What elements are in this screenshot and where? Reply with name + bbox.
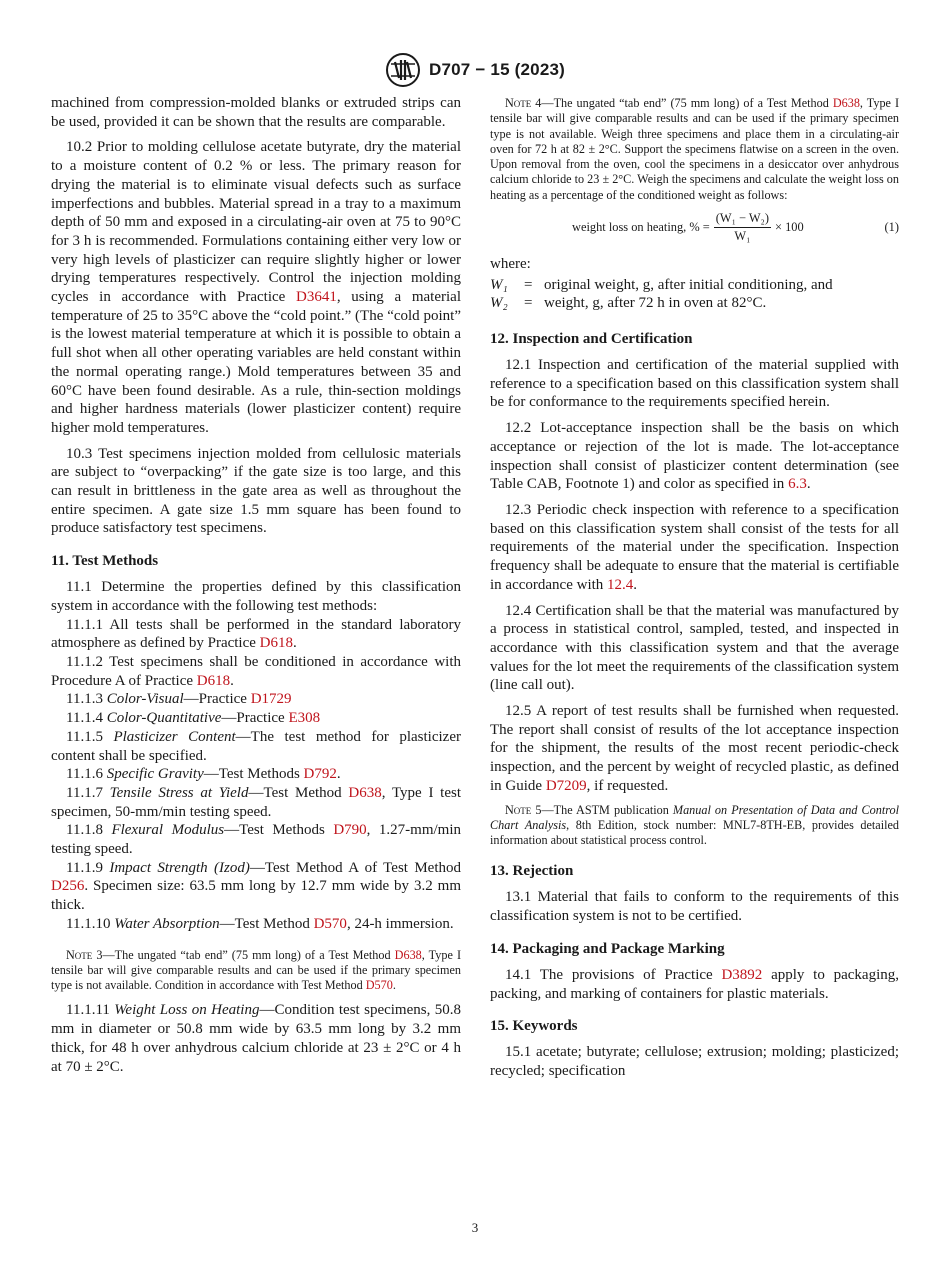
right-column: [490, 96, 899, 1088]
note-3: Note 3—The ungated “tab end” (75 mm long) of a Test Method D638, Type I tensile bar will give comparable results and can be used if the primary specimen type is not available. Condition in accordance with Test Method D570.: [51, 947, 461, 993]
paragraph-11-1-5: 11.1.5 Plasticizer Content—The test method for plasticizer content shall be specified.: [51, 728, 461, 764]
equation-number: (1): [884, 220, 899, 235]
paragraph-12-2: 12.2 Lot-acceptance inspection shall be the basis on which acceptance or rejection of the lot is made. The lot-acceptance inspection shall consist of plasticizer content determination (see Table CAB, Footnote 1) and color as specified in 6.3.: [490, 420, 899, 493]
left-column: [51, 94, 461, 1076]
section-14-heading: 14. Packaging and Package Marking: [490, 940, 725, 957]
paragraph-11-1-3: 11.1.3 Color-Visual—Practice D1729: [66, 691, 292, 708]
page-header: [0, 52, 950, 88]
paragraph-11-1-11: 11.1.11 Weight Loss on Heating—Condition test specimens, 50.8 mm in diameter or 50.8 mm wide by 63.5 mm long by 3.2 mm thick, for 48 h over anhydrous calcium chloride at 23 ± 2°C or 4 h at 70 ± 2°C.: [51, 1002, 462, 1075]
equals-sign: =: [524, 295, 533, 312]
variable-definition: original weight, g, after initial conditioning, and: [544, 277, 833, 294]
paragraph-11-1-1: 11.1.1 All tests shall be performed in the standard laboratory atmosphere as defined by Practice D618.: [51, 616, 461, 652]
paragraph-11-1-2: 11.1.2 Test specimens shall be conditioned in accordance with Procedure A of Practice D618.: [51, 653, 461, 689]
formula-multiplier: × 100: [775, 220, 804, 235]
link-section-12-4[interactable]: 12.4: [607, 576, 634, 593]
document-designation: D707 − 15 (2023): [429, 60, 565, 79]
paragraph-10-2: 10.2 Prior to molding cellulose acetate butyrate, dry the material to a moisture content of 0.2 % or less. The primary reason for drying the material is to eliminate visual defects such as surface imperfections and bubbles. Material spread in a tray to a maximum depth of 50 mm and exposed in a circulating-air oven at 75 to 90°C for 3 h is recommended. Formulations containing either very low or very high levels of plasticizer can require slightly higher or lower drying temperatures respectively. Control the injection molding cycles in accordance with Practice D3641, using a material temperature of 25 to 35°C above the “cold point.” (The “cold point” is the lowest material temperature at which it is possible to obtain a full shot when all other operating variables are held constant within the normal operating range.) Mold temperatures between 35 and 60°C have been found desirable. As a rule, thin-section moldings and higher hardness materials (lower plasticizer content) require higher mold temperatures.: [51, 139, 461, 436]
equals-sign: =: [524, 277, 533, 294]
paragraph-12-4: 12.4 Certification shall be that the material was manufactured by a process in statistical control, sampled, tested, and inspected in accordance with this classification system and that the average values for the lot meet the requirements of the classification system (line call out).: [490, 602, 899, 694]
paragraph-13-1: 13.1 Material that fails to conform to the requirements of this classification system is not to be certified.: [490, 889, 899, 925]
link-section-6-3[interactable]: 6.3: [788, 476, 807, 493]
formula-label: weight loss on heating, % =: [572, 220, 710, 235]
variable-symbol: W₁: [490, 277, 508, 294]
paragraph-10-3: 10.3 Test specimens injection molded from cellulosic materials are subject to “overpacking” if the gate size is too large, and this can result in brittleness in the gate area as well as throughout the entire specimen. A gate size 1.5 mm square has been found to produce satisfactory test specimens.: [51, 445, 461, 537]
link-d638[interactable]: D638: [832, 96, 860, 110]
paragraph-11-1-6: 11.1.6 Specific Gravity—Test Methods D792.: [66, 766, 341, 783]
paragraph-12-1: 12.1 Inspection and certification of the material supplied with reference to a specification based on this classification system shall be for conformance to the requirements specified herein.: [490, 357, 899, 411]
astm-logo-icon: [385, 52, 421, 88]
paragraph-11-1-4: 11.1.4 Color-Quantitative—Practice E308: [66, 710, 321, 727]
link-d570[interactable]: D570: [365, 978, 393, 993]
section-15-heading: 15. Keywords: [490, 1018, 578, 1035]
link-d7209[interactable]: D7209: [545, 777, 587, 794]
paragraph-12-5: 12.5 A report of test results shall be furnished when requested. The report shall consist of results of the lot acceptance inspection for the shipment, the results of the most recent periodic-check inspection, and the percent by weight of recycled plastic, as defined in Guide D7209, if requested.: [490, 703, 899, 794]
paragraph-11-1-10: 11.1.10 Water Absorption—Test Method D570, 24-h immersion.: [66, 915, 454, 932]
link-d618[interactable]: D618: [196, 672, 231, 689]
page-number: 3: [471, 1220, 479, 1235]
variable-symbol: W₂: [490, 295, 508, 312]
paragraph-11-1-7: 11.1.7 Tensile Stress at Yield—Test Method D638, Type I test specimen, 50-mm/min testing speed.: [51, 784, 461, 820]
section-11-heading: 11. Test Methods: [51, 553, 159, 570]
link-d570[interactable]: D570: [313, 915, 347, 932]
paragraph-continued: machined from compression-molded blanks or extruded strips can be used, provided it can be shown that the results are comparable.: [51, 95, 461, 130]
formula-numerator: (W₁ − W₂): [714, 211, 771, 228]
link-d792[interactable]: D792: [303, 766, 337, 783]
paragraph-11-1-9: 11.1.9 Impact Strength (Izod)—Test Method A of Test Method D256. Specimen size: 63.5 mm long by 12.7 mm wide by 3.2 mm thick.: [51, 859, 461, 914]
formula-denominator: W₁: [734, 229, 751, 244]
note-5: Note 5—The ASTM publication Manual on Presentation of Data and Control Chart Analysis, 8th Edition, stock number: MNL7-8TH-EB, provides detailed information about statistical process control.: [490, 802, 900, 848]
section-13-heading: 13. Rejection: [490, 863, 574, 880]
equation-1: [490, 211, 899, 244]
link-d1729[interactable]: D1729: [250, 691, 292, 708]
link-d638[interactable]: D638: [394, 947, 422, 962]
paragraph-11-1: 11.1 Determine the properties defined by this classification system in accordance with the following test methods:: [51, 579, 461, 614]
where-label: where:: [490, 256, 531, 273]
formula-fraction: [714, 211, 771, 244]
paragraph-15-1: 15.1 acetate; butyrate; cellulose; extrusion; molding; plasticized; recycled; specification: [490, 1044, 899, 1079]
note-4: Note 4—The ungated “tab end” (75 mm long) of a Test Method D638, Type I tensile bar will give comparable results and can be used if the primary specimen type is not available. Weigh three specimens and place them in a circulating-air oven for 72 h at 82 ± 2°C. Support the specimens flatwise on a screen in the oven. Upon removal from the oven, cool the specimens in a desiccator over anhydrous calcium chloride to 23 ± 2°C. Weigh the specimens and calculate the weight loss on heating as a percentage of the conditioned weight as follows:: [490, 96, 900, 202]
paragraph-14-1: 14.1 The provisions of Practice D3892 apply to packaging, packing, and marking of containers for plastic materials.: [490, 966, 899, 1002]
link-e308[interactable]: E308: [288, 710, 321, 727]
link-d3641[interactable]: D3641: [296, 289, 337, 306]
section-12-heading: 12. Inspection and Certification: [490, 331, 693, 348]
link-d638[interactable]: D638: [348, 784, 382, 801]
paragraph-11-1-8: 11.1.8 Flexural Modulus—Test Methods D790, 1.27-mm/min testing speed.: [51, 822, 461, 858]
variable-definition: weight, g, after 72 h in oven at 82°C.: [544, 295, 767, 312]
link-d256[interactable]: D256: [51, 878, 85, 895]
link-d618[interactable]: D618: [259, 635, 294, 652]
definition-row: [490, 276, 899, 294]
paragraph-12-3: 12.3 Periodic check inspection with reference to a specification based on this classification system shall consist of the tests for all requirements of the material under the specification. Inspection frequency shall be adequate to ensure that the material is certifiable in accordance with 12.4.: [490, 502, 899, 593]
link-d3892[interactable]: D3892: [721, 966, 763, 983]
link-d790[interactable]: D790: [333, 822, 367, 839]
variable-definitions: [490, 276, 899, 312]
definition-row: [490, 294, 899, 312]
